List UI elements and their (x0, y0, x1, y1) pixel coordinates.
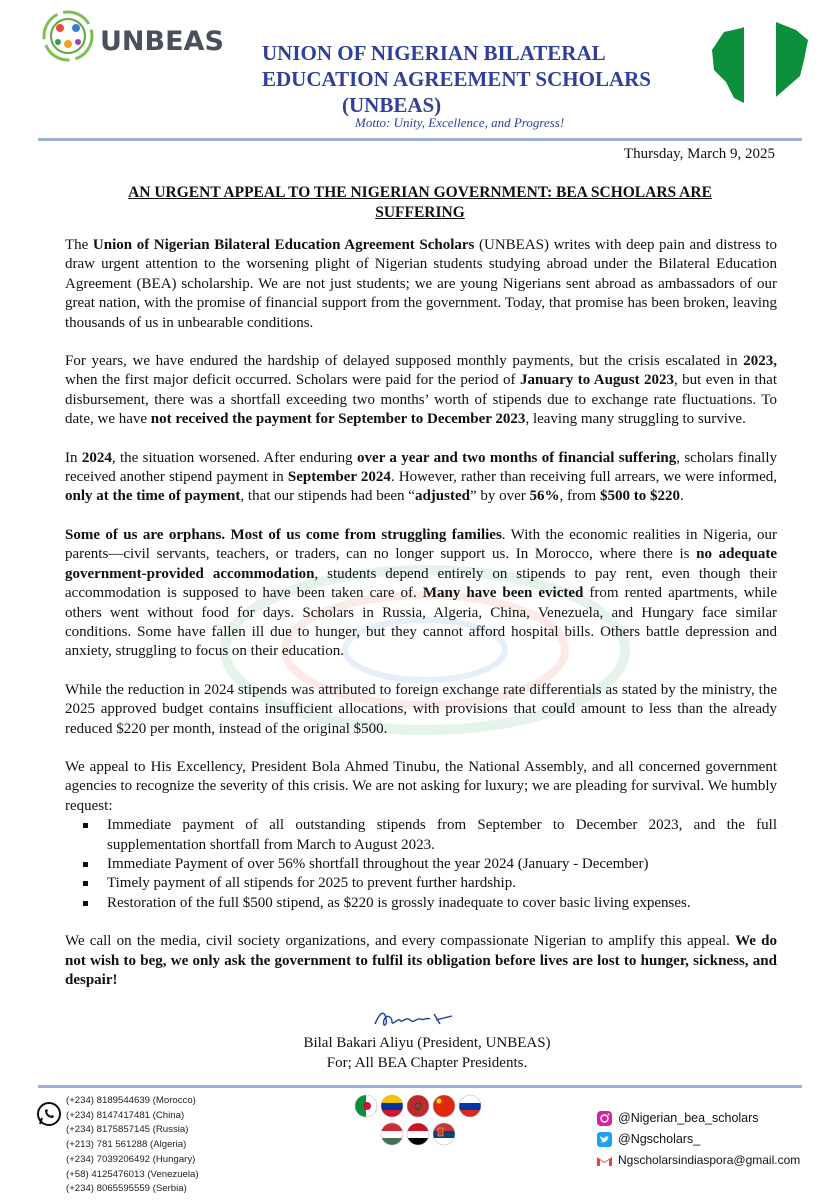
motto: Motto: Unity, Excellence, and Progress! (355, 115, 565, 130)
title-line: AN URGENT APPEAL TO THE NIGERIAN GOVERNMENT: BEA SCHOLARS ARE (128, 184, 712, 201)
org-title-line: (UNBEAS) (342, 93, 442, 117)
phone-number: (+58) 4125476013 (Venezuela) (66, 1168, 199, 1180)
list-item: Timely payment of all stipends for 2025 to prevent further hardship. (107, 874, 777, 893)
letterhead (0, 0, 840, 140)
paragraph-budget: While the reduction in 2024 stipends was attributed to foreign exchange rate differentials as stated by the ministry, the 2025 approved budget contains insufficient allocations, with provisions that could amount to less than the already reduced $220 per month, instead of the original $500. (65, 681, 777, 737)
nigeria-map-flag-icon (704, 10, 814, 120)
handwritten-signature (370, 1004, 460, 1034)
twitter-handle[interactable]: @Ngscholars_ (618, 1132, 701, 1146)
phone-number: (+234) 8189544639 (Morocco) (66, 1095, 196, 1106)
letter-title (120, 183, 720, 223)
instagram-icon (596, 1110, 613, 1127)
chapter-flags (350, 1090, 490, 1152)
paragraph-2024-situation: In 2024, the situation worsened. After enduring over a year and two months of financial suffering, scholars finally received another stipend payment in September 2024. However, rather than receiving full arrears, we were informed, only at the time of payment, that our stipends had been “adjusted” by over 56%, from $500 to $220. (65, 449, 778, 505)
whatsapp-icon (36, 1101, 62, 1127)
footer-divider (38, 1085, 802, 1088)
list-item: Restoration of the full $500 stipend, as $220 is grossly inadequate to cover basic living expenses. (107, 894, 777, 913)
paragraph-hardship: Some of us are orphans. Most of us come from struggling families. With the economic realities in Nigeria, our parents—civil servants, teachers, or traders, can no longer support us. In Morocco, where there is no adequate government-provided accommodation, students depend entirely on stipends to pay rent, even though their accommodation is supposed to have been taken care of. Many have been evicted from rented apartments, while others went without food for days. Scholars in Russia, Algeria, China, Venezuela, and Hungary face similar conditions. Some have fallen ill due to hunger, but they cannot afford hospital bills. Others battle depression and anxiety, struggling to focus on their education. (65, 526, 777, 660)
phone-number: (+213) 781 561288 (Algeria) (66, 1139, 187, 1151)
signatory-on-behalf: For; All BEA Chapter Presidents. (326, 1055, 528, 1071)
paragraph-2023-crisis: For years, we have endured the hardship of delayed supposed monthly payments, but the crisis escalated in 2023, when the first major deficit occurred. Scholars were paid for the period of January to August 2023, but even in that disbursement, there was a shortfall exceeding two months’ worth of stipends due to exchange rate fluctuations. To date, we have not received the payment for September to December 2023, leaving many struggling to survive. (65, 353, 778, 428)
list-item: Immediate Payment of over 56% shortfall throughout the year 2024 (January - December) (107, 855, 777, 874)
logo-wordmark: UNBEAS (100, 26, 224, 57)
phone-number: (+234) 8147417481 (China) (66, 1109, 185, 1121)
paragraph-introduction: The Union of Nigerian Bilateral Education Agreement Scholars (UNBEAS) writes with deep pain and distress to draw urgent attention to the worsening plight of Nigerian students studying abroad under the Bilateral Education Agreement (BEA) scholarship. We are not just students; we are young Nigerians sent abroad as ambassadors of our great nation, with the promise of financial support from the government. Today, that promise has been broken, leaving thousands of us in unbearable conditions. (65, 237, 777, 331)
footer (0, 1090, 840, 1200)
social-contacts (596, 1108, 800, 1171)
instagram-contact[interactable] (596, 1108, 800, 1129)
gmail-icon (596, 1154, 613, 1168)
phone-number: (+234) 7039206492 (Hungary) (66, 1153, 196, 1165)
instagram-handle[interactable]: @Nigerian_bea_scholars (618, 1111, 759, 1125)
twitter-contact[interactable] (596, 1129, 800, 1150)
twitter-icon (596, 1131, 613, 1148)
org-title-line: EDUCATION AGREEMENT SCHOLARS (262, 67, 651, 91)
signatory-name: Bilal Bakari Aliyu (President, UNBEAS) (303, 1035, 551, 1051)
paragraph-call-to-action: We call on the media, civil society organizations, and every compassionate Nigerian to amplify this appeal. We do not wish to beg, we only ask the government to fulfil its obligation before lives are lost to hunger, sickness, and despair! (65, 933, 777, 988)
letter-body (65, 236, 777, 1009)
request-list (65, 816, 777, 913)
phone-number: (+234) 8175857145 (Russia) (66, 1124, 189, 1136)
phone-contacts (66, 1094, 199, 1197)
email-address[interactable]: Ngscholarsindiaspora@gmail.com (618, 1153, 801, 1167)
phone-number: (+234) 8065595559 (Serbia) (66, 1183, 187, 1195)
signatory-block (282, 1033, 572, 1073)
letter-date: Thursday, March 9, 2025 (623, 146, 775, 162)
header-divider (38, 138, 802, 141)
org-title-line: UNION OF NIGERIAN BILATERAL (262, 41, 606, 65)
email-contact[interactable] (596, 1150, 800, 1171)
list-item: Immediate payment of all outstanding stipends from September to December 2023, and the full supplementation shortfall from March to August 2023. (107, 816, 777, 855)
organization-title (262, 40, 682, 118)
title-line: SUFFERING (375, 204, 465, 221)
unbeas-logo (34, 6, 234, 68)
paragraph-appeal: We appeal to His Excellency, President Bola Ahmed Tinubu, the National Assembly, and all concerned government agencies to recognize the severity of this crisis. We are not asking for luxury; we are pleading for survival. We humbly request: (65, 758, 777, 814)
